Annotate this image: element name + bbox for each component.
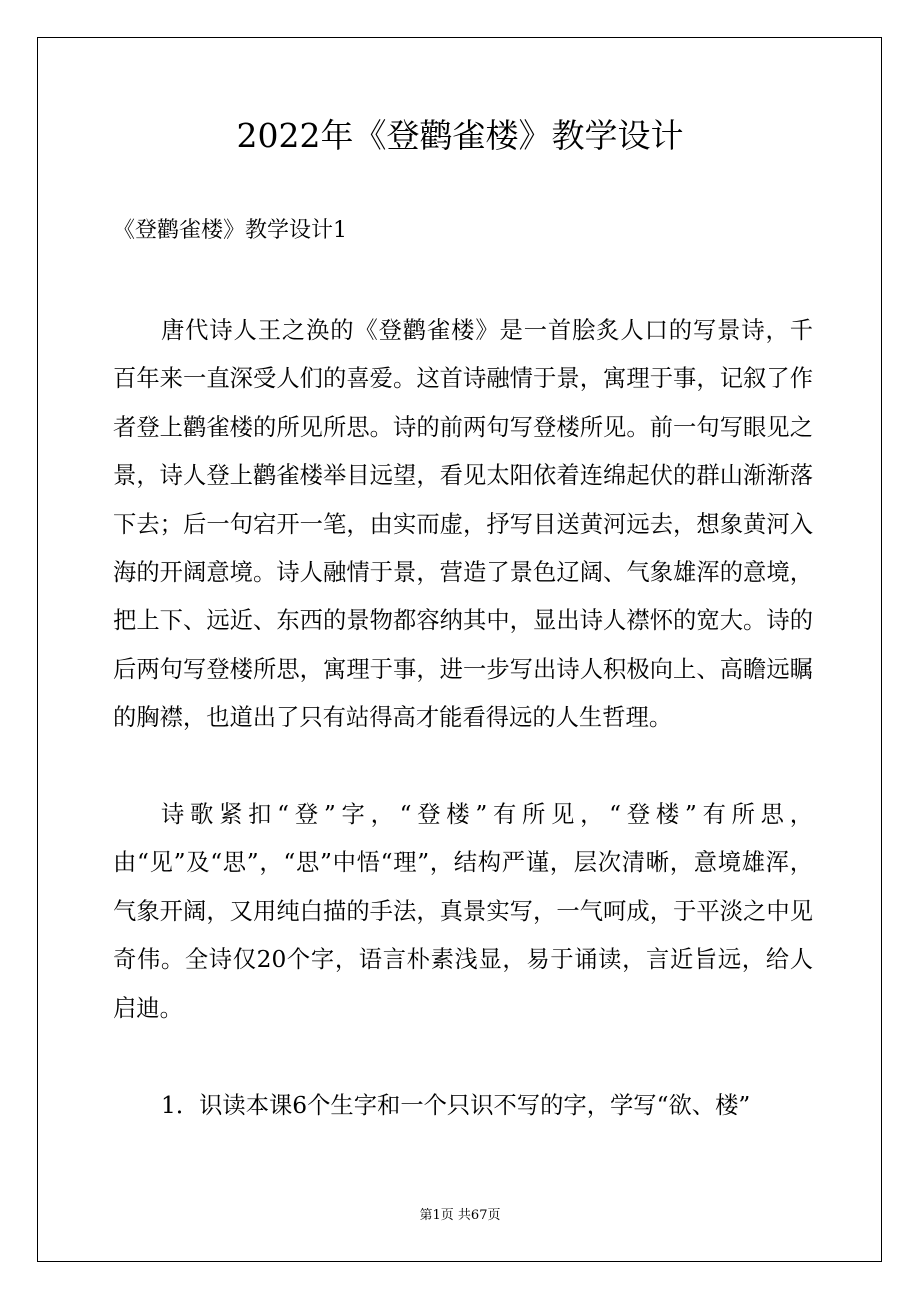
page-number-footer: 第1页 共67页 — [419, 1208, 501, 1223]
body-paragraph: 诗歌紧扣“登”字，“登楼”有所见，“登楼”有所思，由“见”及“思”，“思”中悟“理”，结构严谨，层次清晰，意境雄浑，气象开阔，又用纯白描的手法，真景实写，一气呵成，于平淡之中见奇伟。全诗仅20个字，语言朴素浅显，易于诵读，言近旨远，给人启迪。 — [113, 801, 813, 1022]
body-paragraph: 唐代诗人王之涣的《登鹳雀楼》是一首脍炙人口的写景诗，千百年来一直深受人们的喜爱。这首诗融情于景，寓理于事，记叙了作者登上鹳雀楼的所见所思。诗的前两句写登楼所见。前一句写眼见之景，诗人登上鹳雀楼举目远望，看见太阳依着连绵起伏的群山渐渐落下去；后一句宕开一笔，由实而虚，抒写目送黄河远去，想象黄河入海的开阔意境。诗人融情于景，营造了景色辽阔、气象雄浑的意境，把上下、远近、东西的景物都容纳其中，显出诗人襟怀的宽大。诗的后两句写登楼所思，寓理于事，进一步写出诗人积极向上、高瞻远瞩的胸襟，也道出了只有站得高才能看得远的人生哲理。 — [113, 317, 813, 732]
list-item: 1．识读本课6个生字和一个只识不写的字，学写“欲、楼” — [161, 1092, 751, 1119]
section-heading: 《登鹳雀楼》教学设计1 — [113, 218, 347, 243]
document-title: 2022年《登鹳雀楼》教学设计 — [236, 116, 684, 155]
